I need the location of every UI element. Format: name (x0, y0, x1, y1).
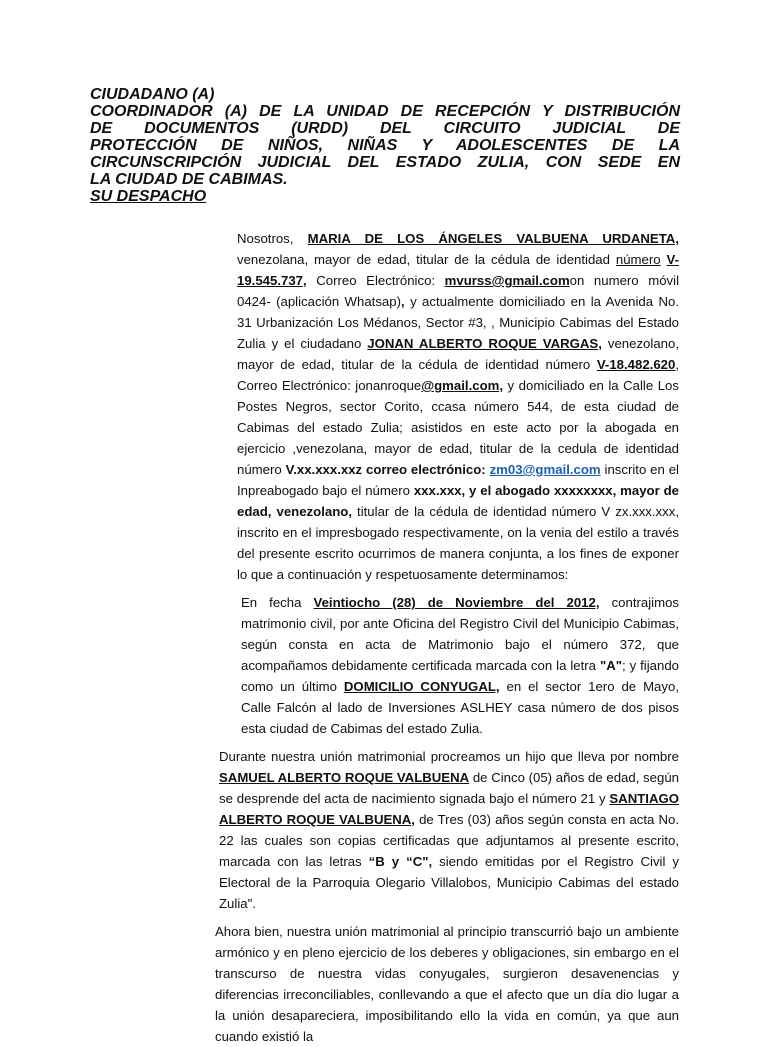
p1-text: on numero móvil 0424- (aplicación Whatsap) (237, 273, 680, 309)
p3-text: de Tres (03) años según consta en acta No. 22 las cuales son copias certificadas que adjuntamos al presente escrito, marcada con las letras (219, 812, 679, 869)
email-jonan[interactable]: @gmail.com, (421, 378, 504, 393)
addressee-header (90, 86, 680, 205)
document-body (89, 228, 679, 1047)
email-lawyer-link[interactable]: zm03@gmail.com (489, 462, 601, 477)
header-line-circunscripcion: CIRCUNSCRIPCIÓN JUDICIAL DEL ESTADO ZULIA, CON SEDE EN (90, 154, 680, 171)
p1-text: titular de la cédula de identidad número V zx.xxx.xxx, inscrito en el impresbogado respectivamente, on la venia del estilo a través del presente escrito ocurrimos de manera conjunta, a los fines de exponer lo que a continuación y respetuosamente determinamos: (237, 504, 679, 582)
exhibit-letter-a: "A" (599, 658, 622, 673)
p3-text: siendo emitidas por el Registro Civil y Electoral de la Parroquia Olegario Villalobos, Municipio Cabimas del estado Zulia". (219, 854, 679, 911)
paragraph-marriage (89, 592, 679, 739)
p1-comma: , (401, 294, 405, 309)
header-line-documentos: DE DOCUMENTOS (URDD) DEL CIRCUITO JUDICIAL DE (90, 120, 680, 137)
p1-text: , Correo Electrónico: jonanroque (237, 357, 679, 393)
child-name-samuel: SAMUEL ALBERTO ROQUE VALBUENA (219, 770, 470, 785)
header-line-proteccion: PROTECCIÓN DE NIÑOS, NIÑAS Y ADOLESCENTES DE LA (90, 137, 680, 154)
header-line-su-despacho: SU DESPACHO (90, 188, 207, 205)
domicilio-conyugal: DOMICILIO CONYUGAL, (343, 679, 500, 694)
id-number-jonan: V-18.482.620 (596, 357, 676, 372)
child-name-santiago: SANTIAGO ALBERTO ROQUE VALBUENA, (219, 791, 679, 827)
numero-word: número (615, 252, 661, 267)
p1-text: inscrito en el Inpreabogado bajo el número (237, 462, 679, 498)
p2-text: contrajimos matrimonio civil, por ante Oficina del Registro Civil del Municipio Cabimas, según consta en acta de Matrimonio bajo el número 372, que acompañamos debidamente certificada marcada con la letra (241, 595, 679, 673)
id-number-lawyer: V.xx.xxx.xxz correo electrónico: (285, 462, 486, 477)
p1-text: y domiciliado en la Calle Los Postes Negros, sector Corito, ccasa número 544, de esta ciudad de Cabimas del estado Zulia; asistidos en este acto por la abogada en ejercicio ,venezolana, mayor de edad, titular de la cedula de identidad número (237, 378, 679, 477)
p3-text: de Cinco (05) años de edad, según se desprende del acta de nacimiento signada bajo el número 21 y (219, 770, 679, 806)
p2-text: En fecha (241, 595, 314, 610)
header-line-coordinador: COORDINADOR (A) DE LA UNIDAD DE RECEPCIÓN Y DISTRIBUCIÓN (90, 103, 680, 120)
p2-text: en el sector 1ero de Mayo, Calle Falcón al lado de Inversiones ASLHEY casa número de dos pisos esta ciudad de Cabimas del estado Zulia. (241, 679, 679, 736)
marriage-date: Veintiocho (28) de Noviembre del 2012, (313, 595, 600, 610)
p1-text: y actualmente domiciliado en la Avenida No. 31 Urbanización Los Médanos, Sector #3, , Municipio Cabimas del Estado Zulia y el ciudadano (237, 294, 679, 351)
p1-text: Nosotros, (237, 231, 308, 246)
p2-text: ; y fijando como un último (241, 658, 679, 694)
exhibit-letters-b-c: “B y “C", (368, 854, 433, 869)
header-line-ciudad: LA CIUDAD DE CABIMAS. (90, 171, 288, 188)
p3-text: Durante nuestra unión matrimonial procreamos un hijo que lleva por nombre (219, 749, 679, 764)
paragraph-children (89, 746, 679, 914)
party-name-maria: MARIA DE LOS ÁNGELES VALBUENA URDANETA, (307, 231, 679, 246)
email-maria[interactable]: mvurss@gmail.com (444, 273, 570, 288)
p1-text: venezolano, mayor de edad, titular de la cédula de identidad número (237, 336, 679, 372)
paragraph-relationship (89, 921, 679, 1047)
p1-text: venezolana, mayor de edad, titular de la cédula de identidad (237, 252, 616, 267)
lawyer-details: xxx.xxx, y el abogado xxxxxxxx, mayor de edad, venezolano, (237, 483, 680, 519)
header-line-ciudadano: CIUDADANO (A) (90, 86, 215, 103)
p1-text: Correo Electrónico: (306, 273, 445, 288)
paragraph-parties (89, 228, 679, 585)
id-number-maria: V-19.545.737, (237, 252, 679, 288)
p4-text: Ahora bien, nuestra unión matrimonial al principio transcurrió bajo un ambiente armónico y en pleno ejercicio de los deberes y obligaciones, sin embargo en el transcurso de nuestra vidas conyugales, surgieron desavenencias y diferencias irreconciliables, conllevando a que el afecto que un día dio lugar a la unión desapareciera, imposibilitando ello la vida en común, ya que aun cuando existió la (215, 924, 679, 1044)
party-name-jonan: JONAN ALBERTO ROQUE VARGAS, (367, 336, 602, 351)
